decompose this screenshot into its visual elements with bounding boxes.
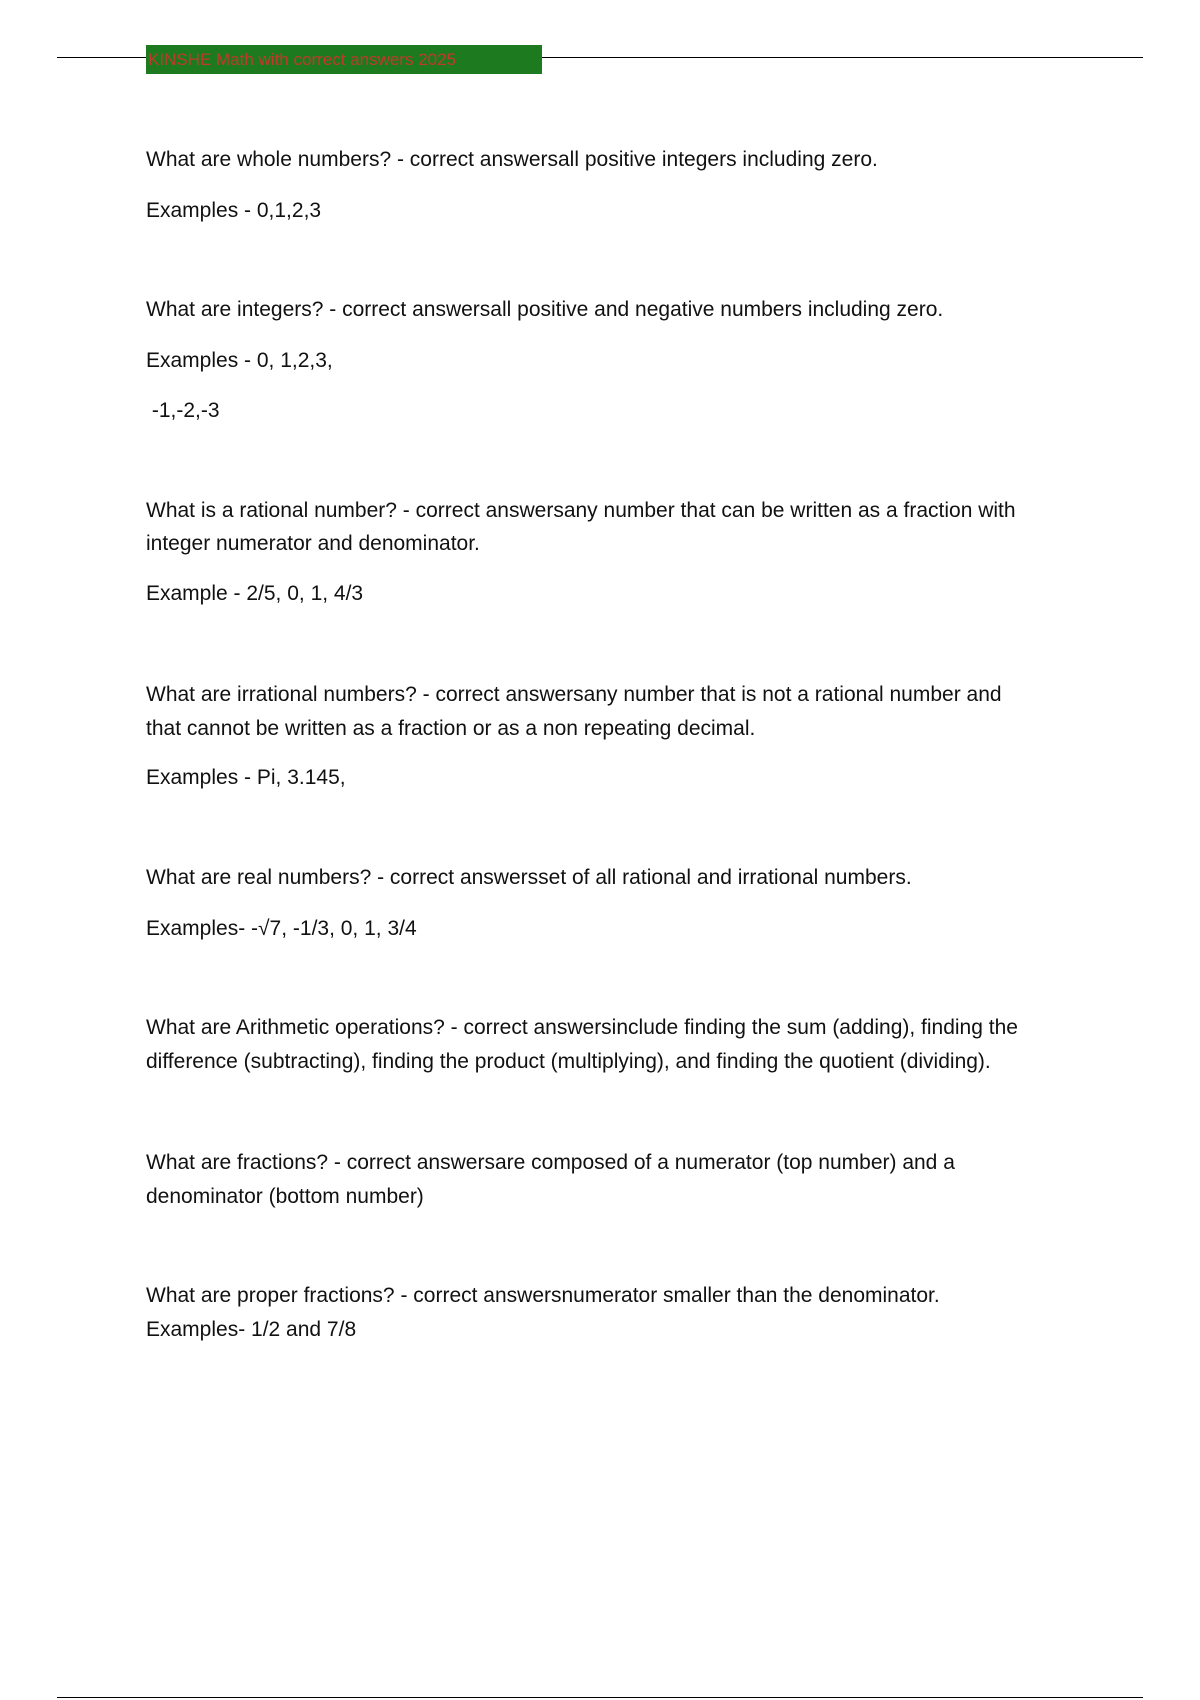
whole-numbers-question: What are whole numbers? - correct answersall positive integers including zero. [146, 148, 878, 171]
fractions-question-continued: denominator (bottom number) [146, 1185, 424, 1208]
irrational-question-continued: that cannot be written as a fraction or as a non repeating decimal. [146, 717, 756, 740]
proper-fractions-question: What are proper fractions? - correct answersnumerator smaller than the denominator. [146, 1284, 940, 1307]
arithmetic-question-continued: difference (subtracting), finding the product (multiplying), and finding the quotient (dividing). [146, 1050, 991, 1073]
irrational-question: What are irrational numbers? - correct answersany number that is not a rational number and [146, 683, 1002, 706]
rational-example: Example - 2/5, 0, 1, 4/3 [146, 582, 364, 605]
real-numbers-example: Examples- -√7, -1/3, 0, 1, 3/4 [146, 917, 417, 940]
proper-fractions-example: Examples- 1/2 and 7/8 [146, 1318, 357, 1341]
arithmetic-question: What are Arithmetic operations? - correct answersinclude finding the sum (adding), finding the [146, 1016, 1018, 1039]
header-banner: KINSHE Math with correct answers 2025 [146, 45, 542, 74]
rational-question: What is a rational number? - correct answersany number that can be written as a fraction with [146, 499, 1016, 522]
integers-example-continued: -1,-2,-3 [146, 399, 220, 422]
real-numbers-question: What are real numbers? - correct answersset of all rational and irrational numbers. [146, 866, 912, 889]
fractions-question: What are fractions? - correct answersare composed of a numerator (top number) and a [146, 1151, 955, 1174]
bottom-rule [57, 1697, 1143, 1698]
whole-numbers-example: Examples - 0,1,2,3 [146, 199, 322, 222]
irrational-example: Examples - Pi, 3.145, [146, 766, 346, 789]
integers-example: Examples - 0, 1,2,3, [146, 349, 333, 372]
rational-question-continued: integer numerator and denominator. [146, 532, 480, 555]
integers-question: What are integers? - correct answersall positive and negative numbers including zero. [146, 298, 944, 321]
